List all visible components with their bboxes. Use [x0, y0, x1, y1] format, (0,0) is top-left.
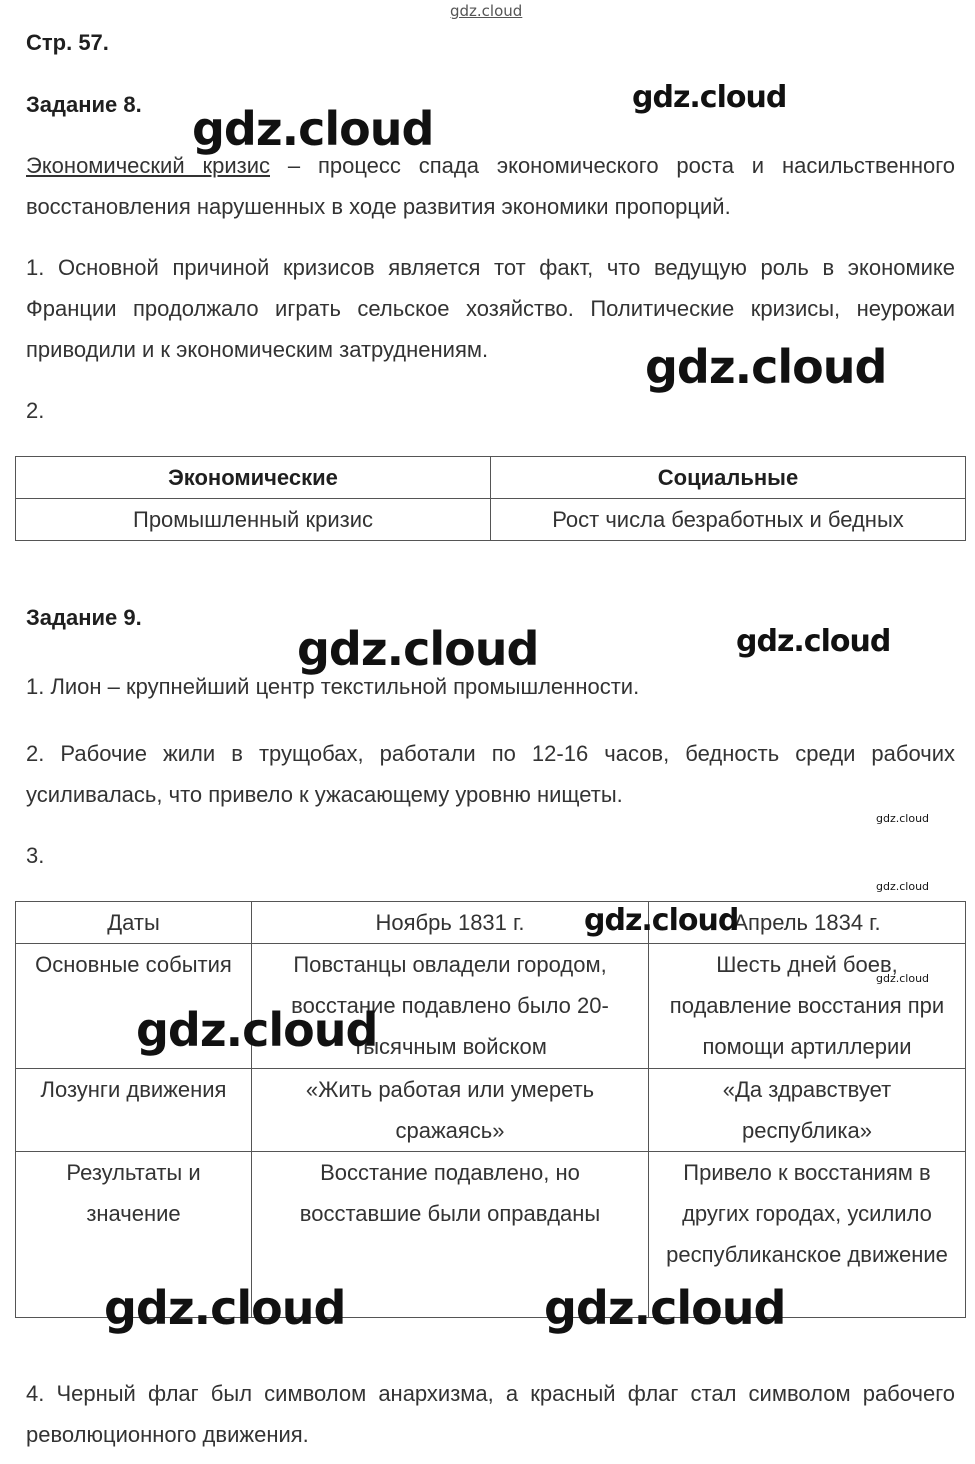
table-cell: Повстанцы овладели городом, восстание подавлено было 20-тысячным войском	[252, 944, 649, 1069]
table-row	[16, 1069, 966, 1152]
table-cell: Восстание подавлено, но восставшие были оправданы	[252, 1152, 649, 1318]
watermark: gdz.cloud	[876, 972, 930, 985]
table-header-cell: Социальные	[491, 457, 966, 499]
table-cell: Шесть дней боев, подавление восстания при помощи артиллерии	[649, 944, 966, 1069]
task-8-answer-1: 1. Основной причиной кризисов является тот факт, что ведущую роль в экономике Франции продолжало играть сельское хозяйство. Политические кризисы, неурожаи приводили и к экономическим затруднениям.	[26, 255, 955, 362]
watermark: gdz.cloud	[632, 80, 787, 115]
table-cell: «Жить работая или умереть сражаясь»	[252, 1069, 649, 1152]
watermark: gdz.cloud	[876, 812, 930, 825]
table-cell: Основные события	[16, 944, 252, 1069]
page-number: Стр. 57.	[26, 30, 109, 55]
definition-text: – процесс спада экономического роста и насильственного восстановления нарушенных в ходе развития экономики пропорций.	[26, 153, 955, 219]
table-cell: Даты	[16, 902, 252, 944]
task-8-table	[15, 456, 966, 541]
task-9-answer-4: 4. Черный флаг был символом анархизма, а красный флаг стал символом рабочего революционного движения.	[26, 1381, 955, 1447]
table-cell: Ноябрь 1831 г.	[252, 902, 649, 944]
table-cell: Привело к восстаниям в других городах, усилило республиканское движение	[649, 1152, 966, 1318]
watermark: gdz.cloud	[104, 1281, 346, 1335]
site-watermark-top: gdz.cloud	[450, 2, 523, 20]
task-9-answer-3-label: 3.	[26, 843, 45, 868]
table-cell: Промышленный кризис	[16, 499, 491, 541]
table-header-cell: Экономические	[16, 457, 491, 499]
watermark: gdz.cloud	[645, 340, 887, 394]
task-9-heading: Задание 9.	[26, 605, 142, 630]
watermark: gdz.cloud	[544, 1281, 786, 1335]
watermark: gdz.cloud	[736, 624, 891, 659]
watermark: gdz.cloud	[136, 1003, 378, 1057]
watermark: gdz.cloud	[192, 102, 434, 156]
table-row	[16, 902, 966, 944]
table-cell: Лозунги движения	[16, 1069, 252, 1152]
table-cell: Результаты и значение	[16, 1152, 252, 1318]
task-8-answer-2-label: 2.	[26, 398, 45, 423]
table-cell: Апрель 1834 г.	[649, 902, 966, 944]
watermark: gdz.cloud	[876, 880, 930, 893]
watermark: gdz.cloud	[584, 903, 739, 938]
table-row	[16, 499, 966, 541]
table-header-row	[16, 457, 966, 499]
task-8-definition	[26, 145, 955, 227]
watermark: gdz.cloud	[297, 622, 539, 676]
task-9-table	[15, 901, 966, 1318]
definition-term: Экономический кризис	[26, 153, 270, 178]
task-9-answer-2: 2. Рабочие жили в трущобах, работали по 12-16 часов, бедность среди рабочих усиливалась, что привело к ужасающему уровню нищеты.	[26, 741, 955, 807]
task-9-answer-1: 1. Лион – крупнейший центр текстильной промышленности.	[26, 674, 640, 699]
table-cell: Рост числа безработных и бедных	[491, 499, 966, 541]
task-8-heading: Задание 8.	[26, 92, 142, 117]
table-cell: «Да здравствует республика»	[649, 1069, 966, 1152]
